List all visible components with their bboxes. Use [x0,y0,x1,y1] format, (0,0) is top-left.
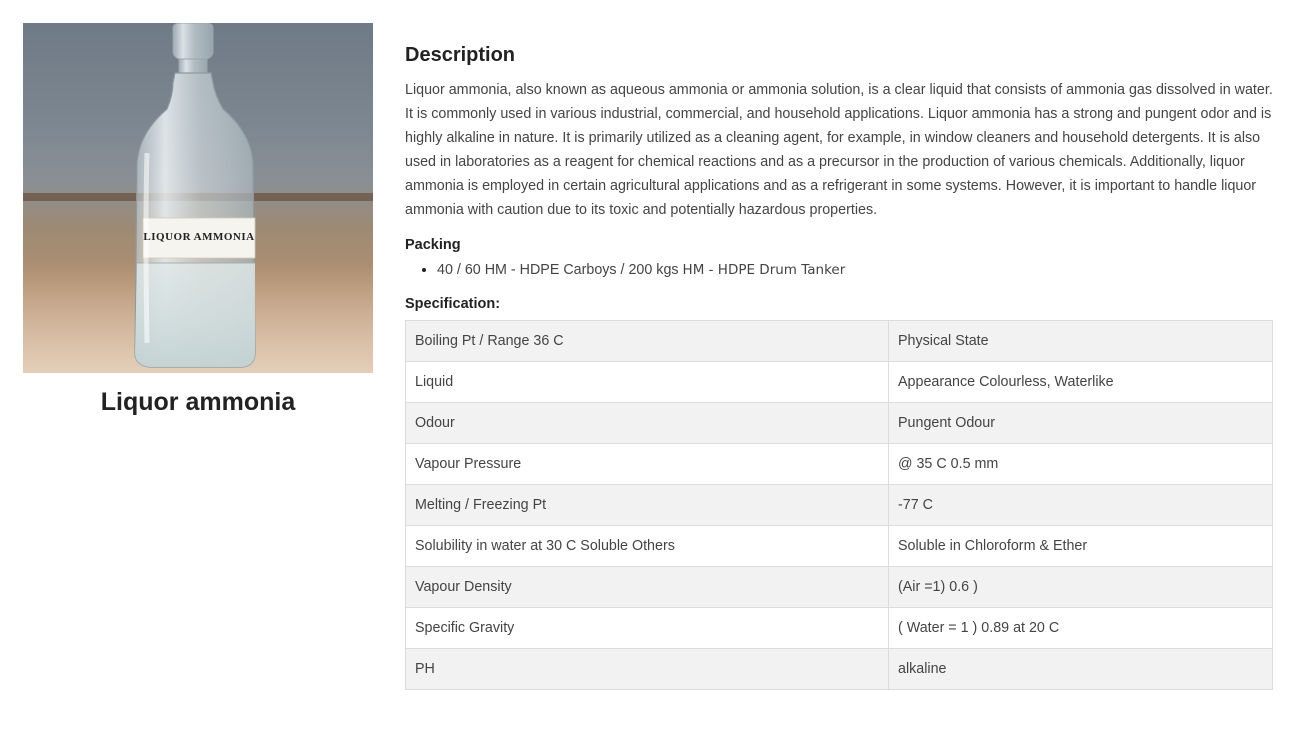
table-row [406,321,1273,362]
packing-item-alt: HM - HDPE Drum Tanker [682,262,846,278]
spec-property-cell: Solubility in water at 30 C Soluble Others [406,526,889,567]
spec-property-cell: Specific Gravity [406,608,889,649]
spec-property-cell: Odour [406,403,889,444]
spec-value-cell: -77 C [889,485,1273,526]
spec-property-cell: Melting / Freezing Pt [406,485,889,526]
packing-list [405,258,1273,282]
packing-item [437,258,1273,282]
table-row [406,444,1273,485]
product-details [405,42,1273,690]
bottle-label-text: LIQUOR AMMONIA [143,231,255,243]
table-row [406,526,1273,567]
table-row [406,403,1273,444]
description-text: Liquor ammonia, also known as aqueous ammonia or ammonia solution, is a clear liquid that consists of ammonia gas dissolved in water. It is commonly used in various industrial, commercial, and household applications. Liquor ammonia has a strong and pungent odor and is highly alkaline in nature. It is primarily utilized as a cleaning agent, for example, in window cleaners and household detergents. It is also used in laboratories as a reagent for chemical reactions and as a precursor in the production of various chemicals. Additionally, liquor ammonia is employed in certain agricultural applications and as a refrigerant in some systems. However, it is important to handle liquor ammonia with caution due to its toxic and potentially hazardous properties. [405,82,1273,218]
spec-property-cell: Vapour Pressure [406,444,889,485]
spec-value-cell: alkaline [889,649,1273,690]
packing-heading: Packing [405,237,461,253]
spec-property-cell: Vapour Density [406,567,889,608]
table-row [406,485,1273,526]
table-row [406,608,1273,649]
specification-heading: Specification: [405,296,501,312]
spec-value-cell: Pungent Odour [889,403,1273,444]
spec-value-cell: Soluble in Chloroform & Ether [889,526,1273,567]
table-row [406,362,1273,403]
spec-property-cell: Boiling Pt / Range 36 C [406,321,889,362]
spec-property-cell: Liquid [406,362,889,403]
specification-table [405,320,1273,690]
spec-value-cell: @ 35 C 0.5 mm [889,444,1273,485]
bottle-illustration [23,23,373,373]
spec-value-cell: Physical State [889,321,1273,362]
product-card [23,23,373,417]
description-heading: Description [405,44,516,66]
table-row [406,649,1273,690]
product-image [23,23,373,373]
spec-value-cell: Appearance Colourless, Waterlike [889,362,1273,403]
spec-value-cell: (Air =1) 0.6 ) [889,567,1273,608]
product-title: Liquor ammonia [100,388,296,416]
spec-property-cell: PH [406,649,889,690]
packing-item-main: 40 / 60 HM - HDPE Carboys / 200 kgs [437,262,679,278]
table-row [406,567,1273,608]
spec-value-cell: ( Water = 1 ) 0.89 at 20 C [889,608,1273,649]
